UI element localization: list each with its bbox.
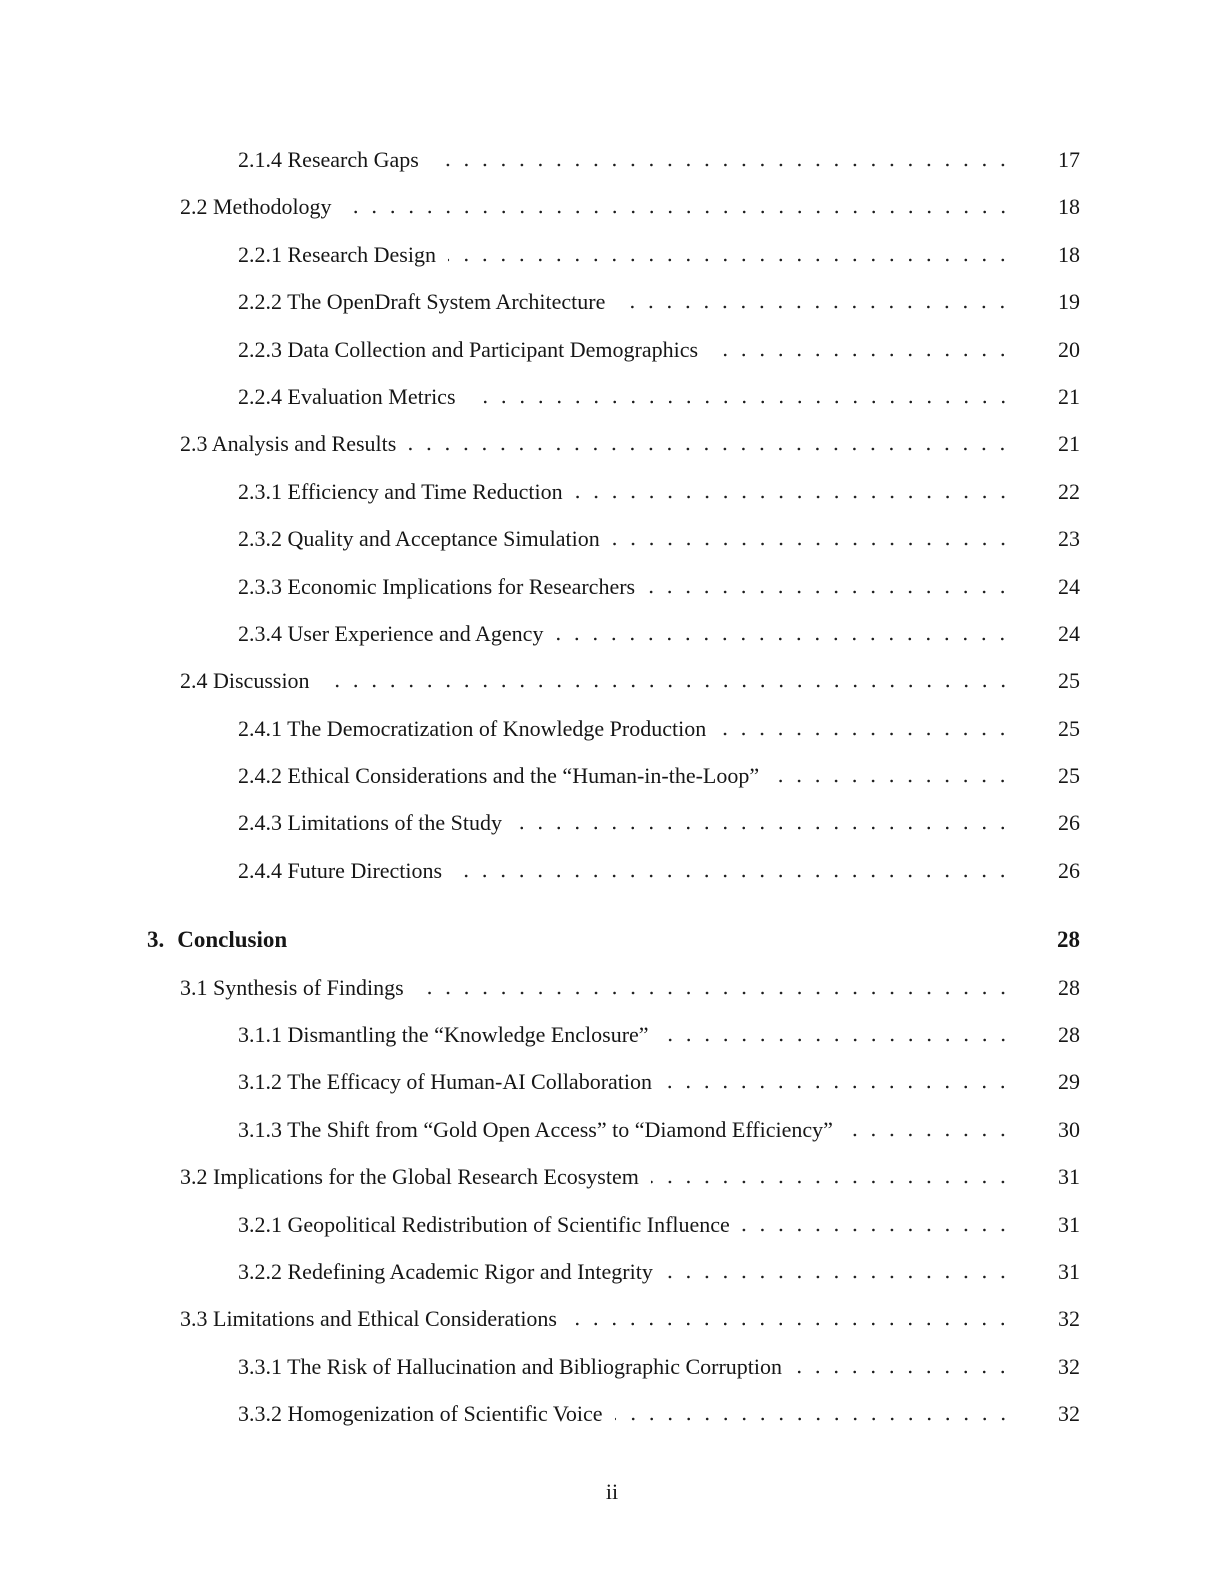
toc-subsection-entry[interactable] xyxy=(0,705,1080,752)
toc-entry-label: 3.2.2 Redefining Academic Rigor and Integrity xyxy=(238,1258,653,1284)
chapter-number: 3. xyxy=(147,927,165,953)
toc-entry-page: 24 xyxy=(1058,620,1080,646)
toc-entry-label: 2.3.4 User Experience and Agency xyxy=(238,620,544,646)
toc-subsection-entry[interactable] xyxy=(0,610,1080,657)
toc-entry-label: 2.3.1 Efficiency and Time Reduction xyxy=(238,478,563,504)
toc-section-entry[interactable] xyxy=(0,1295,1080,1342)
toc-entry-page: 20 xyxy=(1058,336,1080,362)
toc-entry-label: 2.2.2 The OpenDraft System Architecture xyxy=(238,289,606,315)
toc-subsection-entry[interactable] xyxy=(0,1343,1080,1390)
toc-section-entry[interactable] xyxy=(0,420,1080,467)
toc-subsection-entry[interactable] xyxy=(0,468,1080,515)
toc-chapter-entry[interactable] xyxy=(0,916,1080,963)
toc-entry-label: 3.1.2 The Efficacy of Human-AI Collaboration xyxy=(238,1069,653,1095)
toc-entry-page: 25 xyxy=(1058,668,1080,694)
toc-subsection-entry[interactable] xyxy=(0,1390,1080,1437)
toc-section-entry[interactable] xyxy=(0,657,1080,704)
toc-entry-page: 26 xyxy=(1058,810,1080,836)
toc-subsection-entry[interactable] xyxy=(0,1106,1080,1153)
toc-subsection-entry[interactable] xyxy=(0,563,1080,610)
dot-leader xyxy=(664,1085,1012,1089)
toc-entry-label: 3.3.2 Homogenization of Scientific Voice xyxy=(238,1401,603,1427)
toc-entry-page: 18 xyxy=(1058,241,1080,267)
toc-section-entry[interactable] xyxy=(0,1153,1080,1200)
toc-entry-label: 2.2.4 Evaluation Metrics xyxy=(238,383,456,409)
toc-entry-label: 2.3.2 Quality and Acceptance Simulation xyxy=(238,526,600,552)
dot-leader xyxy=(771,779,1012,783)
toc-entry-page: 31 xyxy=(1058,1258,1080,1284)
toc-entry-page: 28 xyxy=(1057,927,1080,953)
toc-entry-page: 21 xyxy=(1058,431,1080,457)
dot-leader xyxy=(615,1417,1012,1421)
toc-subsection-entry[interactable] xyxy=(0,515,1080,562)
toc-entry-label: 3.2 Implications for the Global Research Ecosystem xyxy=(180,1164,639,1190)
dot-leader xyxy=(468,400,1012,404)
toc-entry-label: Conclusion xyxy=(177,927,288,953)
toc-entry-page: 19 xyxy=(1058,289,1080,315)
toc-entry-page: 22 xyxy=(1058,478,1080,504)
toc-subsection-entry[interactable] xyxy=(0,752,1080,799)
dot-leader xyxy=(575,495,1012,499)
toc-entry-label: 3.1.3 The Shift from “Gold Open Access” to “Diamond Efficiency” xyxy=(238,1116,833,1142)
dot-leader xyxy=(845,1133,1012,1137)
dot-leader xyxy=(454,874,1012,878)
toc-entry-page: 28 xyxy=(1058,974,1080,1000)
toc-subsection-entry[interactable] xyxy=(0,1248,1080,1295)
toc-entry-page: 24 xyxy=(1058,573,1080,599)
dot-leader xyxy=(408,447,1012,451)
toc-entry-label: 3.1 Synthesis of Findings xyxy=(180,974,404,1000)
toc-entry-label: 2.4.3 Limitations of the Study xyxy=(238,810,502,836)
dot-leader xyxy=(710,353,1012,357)
dot-leader xyxy=(647,590,1012,594)
dot-leader xyxy=(661,1038,1012,1042)
toc-entry-label: 2.3.3 Economic Implications for Researchers xyxy=(238,573,636,599)
toc-entry-page: 32 xyxy=(1058,1401,1080,1427)
dot-leader xyxy=(742,1228,1012,1232)
toc-entry-page: 32 xyxy=(1058,1353,1080,1379)
dot-leader xyxy=(569,1322,1012,1326)
toc-entry-page: 31 xyxy=(1058,1211,1080,1237)
toc-entry-page: 18 xyxy=(1058,194,1080,220)
toc-list xyxy=(0,136,1080,1438)
toc-section-entry[interactable] xyxy=(0,183,1080,230)
dot-leader xyxy=(431,163,1012,167)
toc-subsection-entry[interactable] xyxy=(0,136,1080,183)
dot-leader xyxy=(448,258,1012,262)
toc-subsection-entry[interactable] xyxy=(0,231,1080,278)
toc-entry-label: 2.3 Analysis and Results xyxy=(180,431,397,457)
toc-subsection-entry[interactable] xyxy=(0,1058,1080,1105)
toc-entry-label: 2.1.4 Research Gaps xyxy=(238,147,419,172)
toc-entry-label: 2.4 Discussion xyxy=(180,668,310,694)
toc-entry-page: 31 xyxy=(1058,1164,1080,1190)
toc-subsection-entry[interactable] xyxy=(0,799,1080,846)
toc-subsection-entry[interactable] xyxy=(0,1201,1080,1248)
toc-entry-page: 26 xyxy=(1058,857,1080,883)
toc-entry-page: 21 xyxy=(1058,383,1080,409)
toc-entry-label: 2.4.1 The Democratization of Knowledge Production xyxy=(238,715,707,741)
dot-leader xyxy=(718,732,1012,736)
toc-entry-page: 25 xyxy=(1058,715,1080,741)
toc-entry-label: 2.2.1 Research Design xyxy=(238,241,436,267)
page-footer xyxy=(0,1479,1224,1505)
toc-entry-page: 23 xyxy=(1058,526,1080,552)
footer-page-number: ii xyxy=(605,1479,619,1504)
toc-subsection-entry[interactable] xyxy=(0,278,1080,325)
toc-entry-page: 29 xyxy=(1058,1069,1080,1095)
spacer xyxy=(299,943,1012,947)
toc-entry-label: 2.4.2 Ethical Considerations and the “Human-in-the-Loop” xyxy=(238,763,760,789)
dot-leader xyxy=(617,305,1012,309)
dot-leader xyxy=(665,1275,1012,1279)
toc-subsection-entry[interactable] xyxy=(0,847,1080,894)
toc-entry-page: 28 xyxy=(1058,1022,1080,1048)
toc-entry-label: 2.2.3 Data Collection and Participant Demographics xyxy=(238,336,699,362)
toc-entry-label: 2.2 Methodology xyxy=(180,194,332,220)
toc-entry-label: 2.4.4 Future Directions xyxy=(238,857,443,883)
dot-leader xyxy=(514,826,1012,830)
toc-entry-page: 17 xyxy=(1058,147,1080,172)
toc-entry-label: 3.2.1 Geopolitical Redistribution of Scientific Influence xyxy=(238,1211,730,1237)
toc-entry-page: 25 xyxy=(1058,763,1080,789)
dot-leader xyxy=(416,991,1012,995)
toc-subsection-entry[interactable] xyxy=(0,326,1080,373)
toc-entry-page: 32 xyxy=(1058,1306,1080,1332)
toc-entry-label: 3.3.1 The Risk of Hallucination and Bibliographic Corruption xyxy=(238,1353,783,1379)
toc-entry-label: 3.3 Limitations and Ethical Considerations xyxy=(180,1306,557,1332)
dot-leader xyxy=(612,542,1012,546)
toc-subsection-entry[interactable] xyxy=(0,373,1080,420)
dot-leader xyxy=(555,637,1012,641)
dot-leader xyxy=(344,210,1012,214)
dot-leader xyxy=(651,1180,1012,1184)
dot-leader xyxy=(322,684,1012,688)
toc-entry-label: 3.1.1 Dismantling the “Knowledge Enclosure” xyxy=(238,1022,649,1048)
toc-section-entry[interactable] xyxy=(0,964,1080,1011)
toc-entry-page: 30 xyxy=(1058,1116,1080,1142)
toc-subsection-entry[interactable] xyxy=(0,1011,1080,1058)
dot-leader xyxy=(794,1370,1012,1374)
